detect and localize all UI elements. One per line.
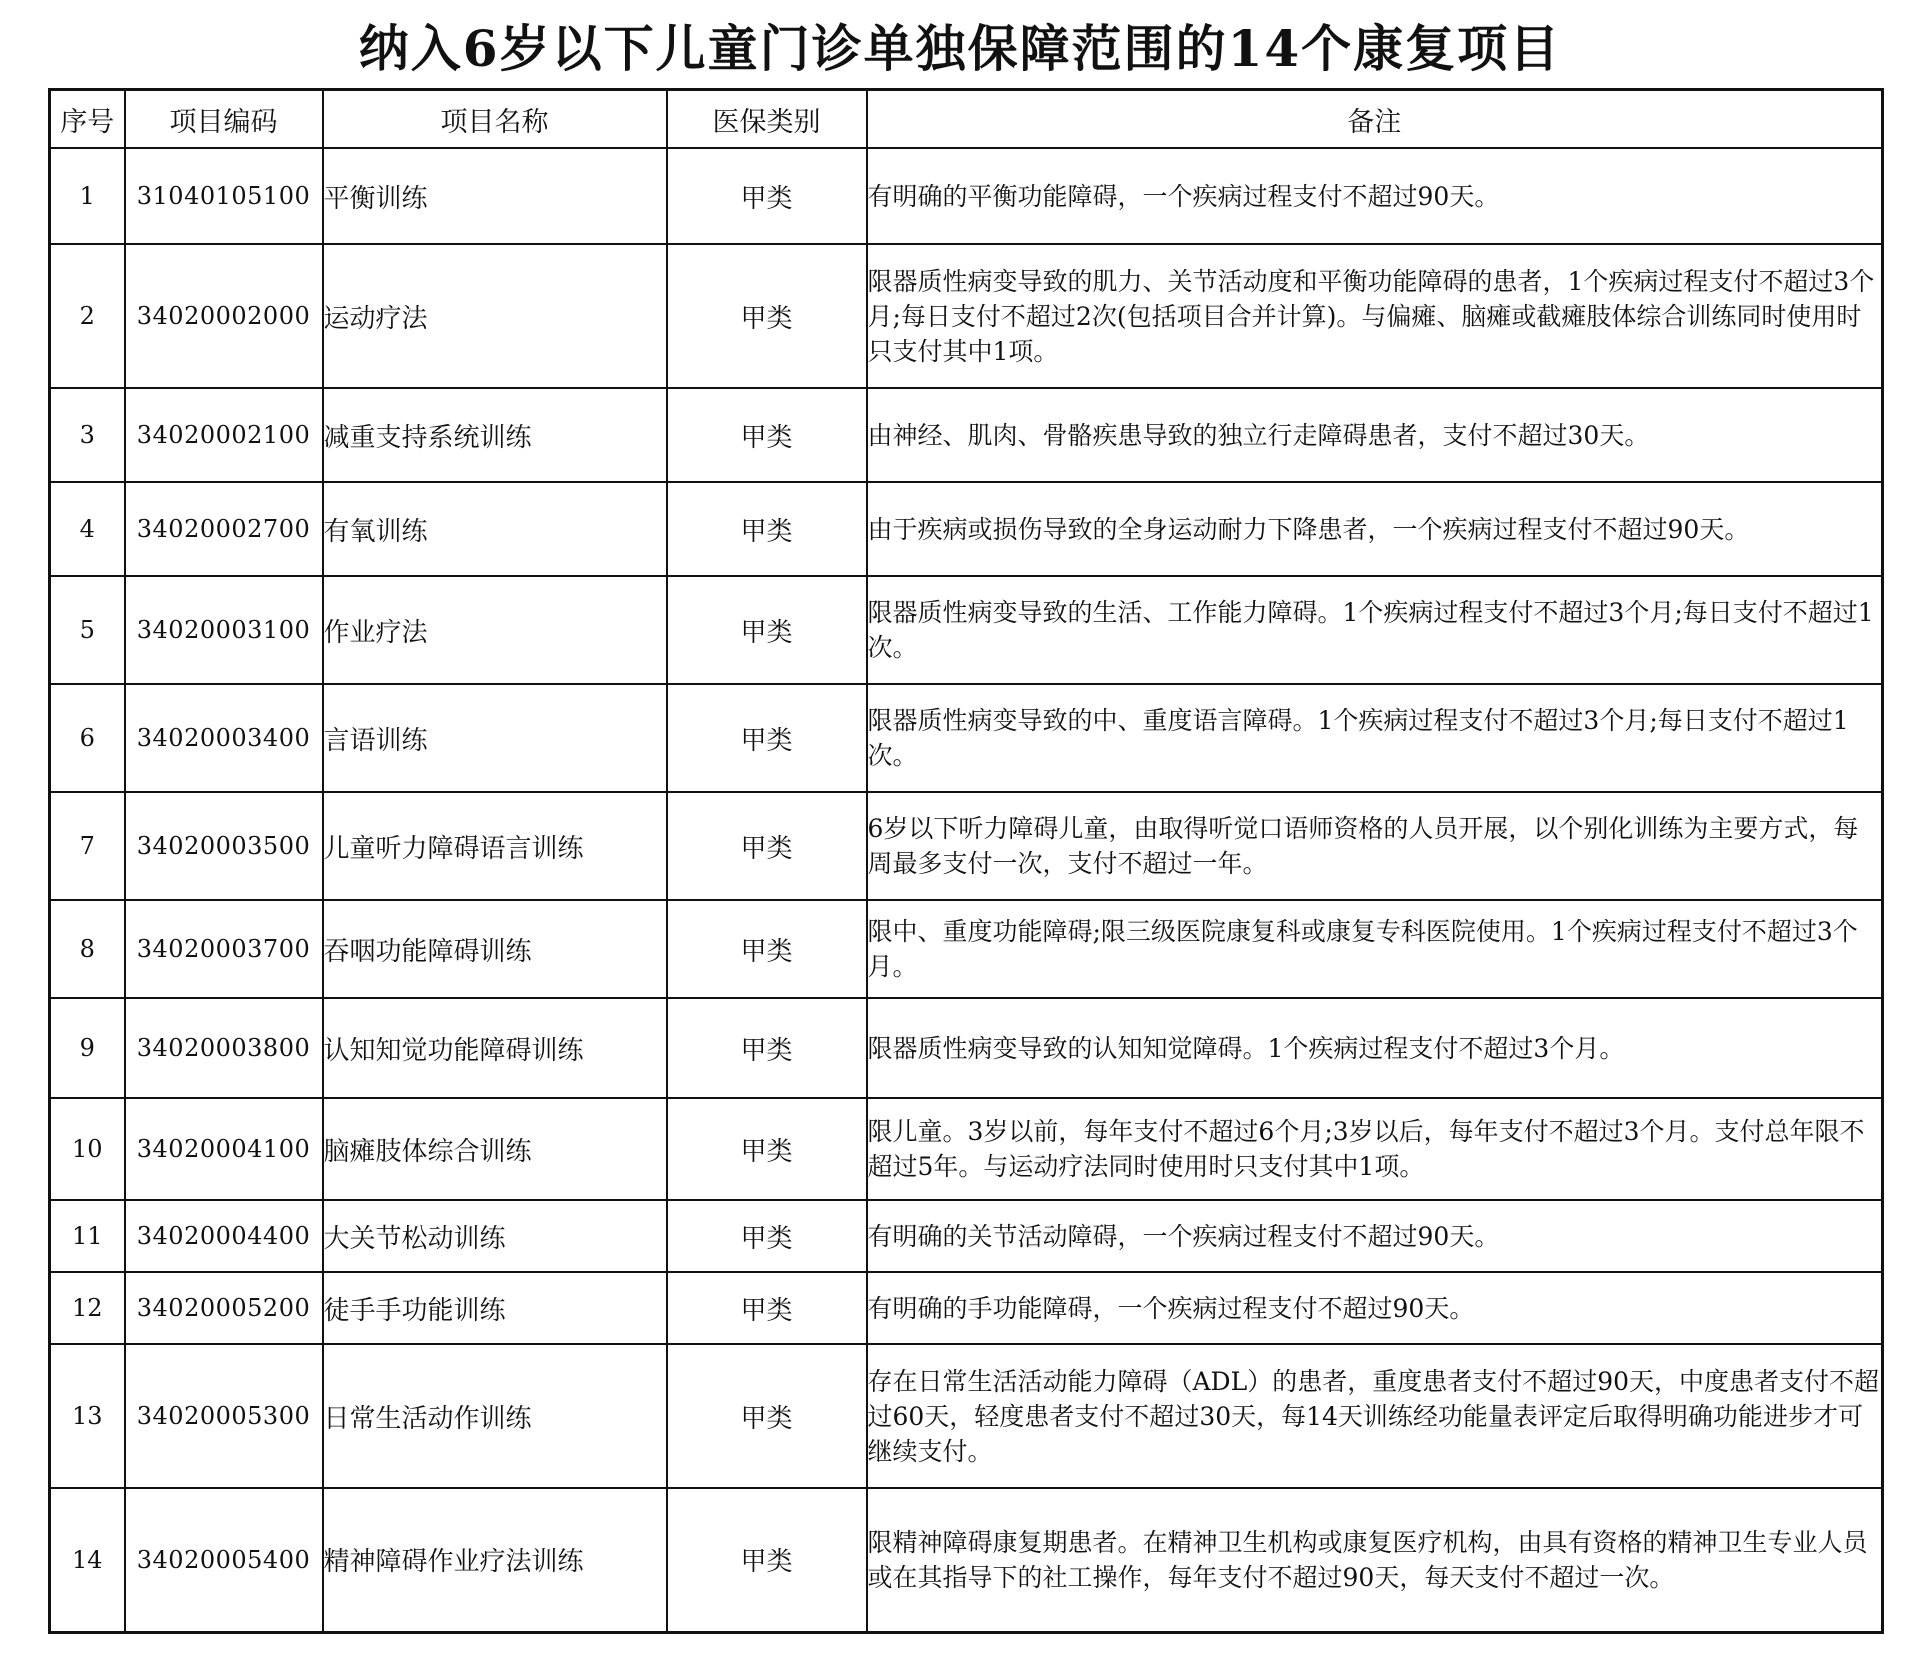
row-code: 34020003100 — [125, 576, 323, 684]
row-code: 34020005400 — [125, 1488, 323, 1632]
header-code: 项目编码 — [125, 90, 323, 149]
row-name: 徒手手功能训练 — [323, 1272, 667, 1344]
row-category: 甲类 — [667, 388, 867, 482]
header-no: 序号 — [50, 90, 125, 149]
row-code: 34020005200 — [125, 1272, 323, 1344]
row-code: 34020005300 — [125, 1344, 323, 1488]
table-row — [50, 998, 1883, 1098]
row-code: 34020002100 — [125, 388, 323, 482]
row-name: 儿童听力障碍语言训练 — [323, 792, 667, 900]
row-name: 精神障碍作业疗法训练 — [323, 1488, 667, 1632]
row-category: 甲类 — [667, 482, 867, 576]
rehab-items-table — [48, 88, 1884, 1634]
row-no: 1 — [50, 148, 125, 244]
row-category: 甲类 — [667, 792, 867, 900]
table-row — [50, 482, 1883, 576]
row-no: 14 — [50, 1488, 125, 1632]
page-title: 纳入6岁以下儿童门诊单独保障范围的14个康复项目 — [358, 19, 1562, 78]
row-no: 2 — [50, 244, 125, 388]
row-note: 限器质性病变导致的认知知觉障碍。1个疾病过程支付不超过3个月。 — [867, 998, 1883, 1098]
row-name: 脑瘫肢体综合训练 — [323, 1098, 667, 1200]
row-no: 3 — [50, 388, 125, 482]
row-category: 甲类 — [667, 1098, 867, 1200]
table-row — [50, 684, 1883, 792]
table-row — [50, 244, 1883, 388]
row-note: 限器质性病变导致的中、重度语言障碍。1个疾病过程支付不超过3个月;每日支付不超过1次。 — [867, 684, 1883, 792]
row-code: 31040105100 — [125, 148, 323, 244]
row-note: 限器质性病变导致的生活、工作能力障碍。1个疾病过程支付不超过3个月;每日支付不超过1次。 — [867, 576, 1883, 684]
row-name: 运动疗法 — [323, 244, 667, 388]
table-header-row — [50, 90, 1883, 149]
row-category: 甲类 — [667, 148, 867, 244]
row-category: 甲类 — [667, 1344, 867, 1488]
row-no: 9 — [50, 998, 125, 1098]
row-note: 限儿童。3岁以前，每年支付不超过6个月;3岁以后，每年支付不超过3个月。支付总年限不超过5年。与运动疗法同时使用时只支付其中1项。 — [867, 1098, 1883, 1200]
table-row — [50, 1344, 1883, 1488]
row-name: 大关节松动训练 — [323, 1200, 667, 1272]
table-row — [50, 1488, 1883, 1632]
row-note: 有明确的平衡功能障碍，一个疾病过程支付不超过90天。 — [867, 148, 1883, 244]
row-code: 34020003400 — [125, 684, 323, 792]
row-no: 5 — [50, 576, 125, 684]
row-no: 7 — [50, 792, 125, 900]
row-category: 甲类 — [667, 576, 867, 684]
row-no: 6 — [50, 684, 125, 792]
row-note: 限中、重度功能障碍;限三级医院康复科或康复专科医院使用。1个疾病过程支付不超过3个月。 — [867, 900, 1883, 998]
table-row — [50, 900, 1883, 998]
row-name: 减重支持系统训练 — [323, 388, 667, 482]
row-code: 34020002700 — [125, 482, 323, 576]
row-category: 甲类 — [667, 900, 867, 998]
table-row — [50, 388, 1883, 482]
row-category: 甲类 — [667, 684, 867, 792]
row-no: 13 — [50, 1344, 125, 1488]
row-no: 11 — [50, 1200, 125, 1272]
row-category: 甲类 — [667, 998, 867, 1098]
row-code: 34020004100 — [125, 1098, 323, 1200]
row-name: 言语训练 — [323, 684, 667, 792]
row-name: 有氧训练 — [323, 482, 667, 576]
row-name: 平衡训练 — [323, 148, 667, 244]
row-note: 有明确的手功能障碍，一个疾病过程支付不超过90天。 — [867, 1272, 1883, 1344]
table-row — [50, 576, 1883, 684]
row-no: 10 — [50, 1098, 125, 1200]
header-note: 备注 — [867, 90, 1883, 149]
row-note: 6岁以下听力障碍儿童，由取得听觉口语师资格的人员开展，以个别化训练为主要方式，每周最多支付一次，支付不超过一年。 — [867, 792, 1883, 900]
row-no: 4 — [50, 482, 125, 576]
table-row — [50, 148, 1883, 244]
table-row — [50, 1200, 1883, 1272]
row-category: 甲类 — [667, 244, 867, 388]
row-code: 34020003800 — [125, 998, 323, 1098]
header-name: 项目名称 — [323, 90, 667, 149]
row-category: 甲类 — [667, 1200, 867, 1272]
row-name: 吞咽功能障碍训练 — [323, 900, 667, 998]
row-note: 由神经、肌肉、骨骼疾患导致的独立行走障碍患者，支付不超过30天。 — [867, 388, 1883, 482]
header-category: 医保类别 — [667, 90, 867, 149]
row-code: 34020003700 — [125, 900, 323, 998]
row-note: 有明确的关节活动障碍，一个疾病过程支付不超过90天。 — [867, 1200, 1883, 1272]
row-name: 认知知觉功能障碍训练 — [323, 998, 667, 1098]
row-note: 限精神障碍康复期患者。在精神卫生机构或康复医疗机构，由具有资格的精神卫生专业人员或在其指导下的社工操作，每年支付不超过90天，每天支付不超过一次。 — [867, 1488, 1883, 1632]
row-code: 34020003500 — [125, 792, 323, 900]
row-name: 作业疗法 — [323, 576, 667, 684]
row-no: 8 — [50, 900, 125, 998]
row-note: 限器质性病变导致的肌力、关节活动度和平衡功能障碍的患者，1个疾病过程支付不超过3个月;每日支付不超过2次(包括项目合并计算)。与偏瘫、脑瘫或截瘫肢体综合训练同时使用时只支付其中1项。 — [867, 244, 1883, 388]
table-row — [50, 792, 1883, 900]
table-row — [50, 1098, 1883, 1200]
row-name: 日常生活动作训练 — [323, 1344, 667, 1488]
row-category: 甲类 — [667, 1488, 867, 1632]
row-category: 甲类 — [667, 1272, 867, 1344]
table-row — [50, 1272, 1883, 1344]
row-code: 34020004400 — [125, 1200, 323, 1272]
row-no: 12 — [50, 1272, 125, 1344]
row-note: 存在日常生活活动能力障碍（ADL）的患者，重度患者支付不超过90天，中度患者支付不超过60天，轻度患者支付不超过30天，每14天训练经功能量表评定后取得明确功能进步才可继续支付。 — [867, 1344, 1883, 1488]
row-code: 34020002000 — [125, 244, 323, 388]
row-note: 由于疾病或损伤导致的全身运动耐力下降患者，一个疾病过程支付不超过90天。 — [867, 482, 1883, 576]
